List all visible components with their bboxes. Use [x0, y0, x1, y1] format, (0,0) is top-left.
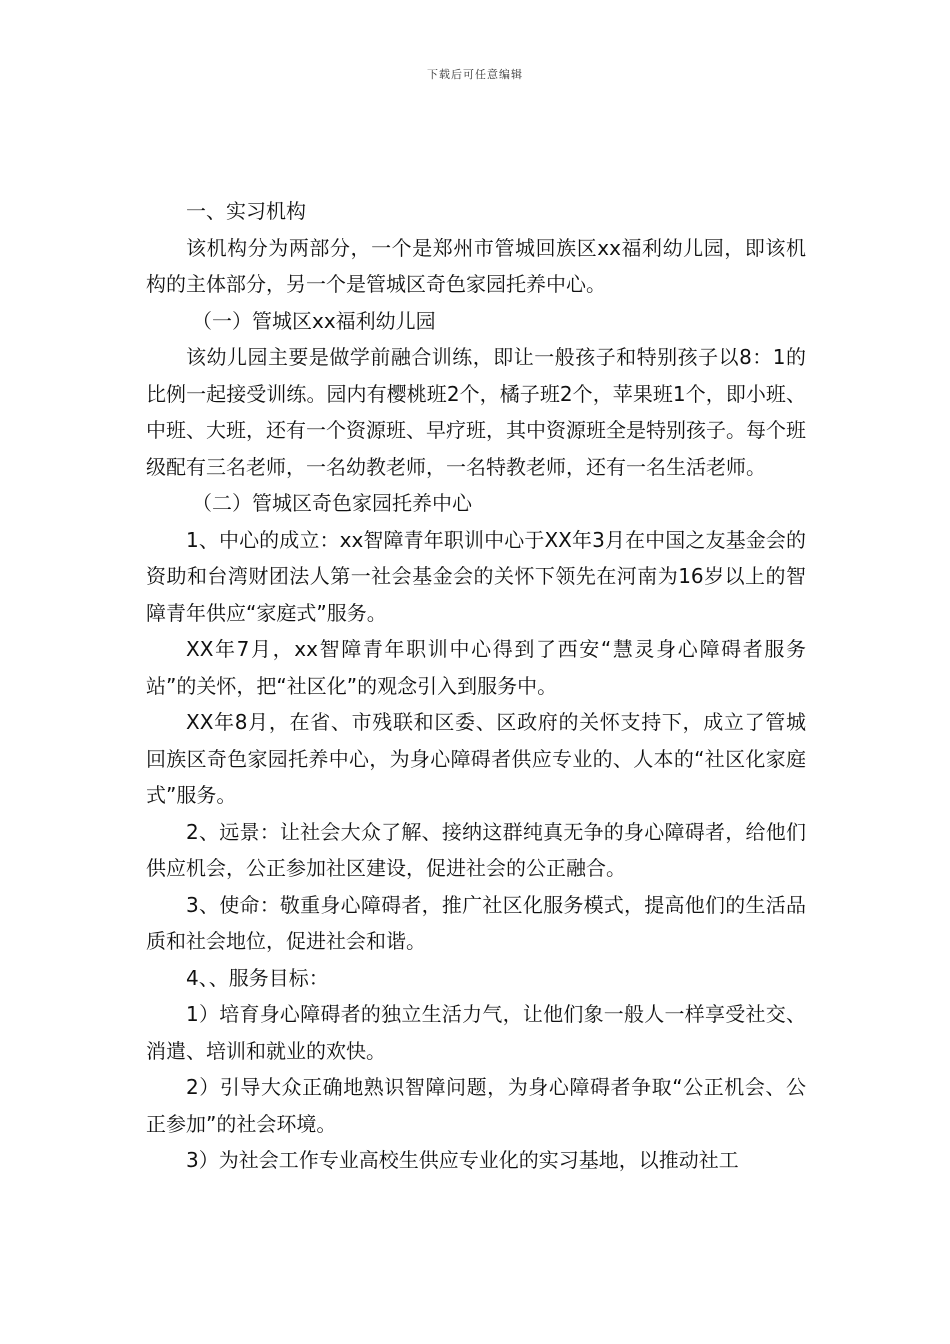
section-heading-institution: 一、实习机构: [186, 199, 306, 223]
subheading-care-center: （二）管城区奇色家园托养中心: [192, 491, 472, 515]
paragraph-goal-1: 1）培育身心障碍者的独立生活力气，让他们象一般人一样享受社交、消遣、培训和就业的欢快。: [146, 1002, 806, 1063]
paragraph-service-goals-heading: 4、、服务目标：: [186, 965, 329, 990]
paragraph-mission: 3、使命：敬重身心障碍者，推广社区化服务模式，提高他们的生活品质和社会地位，促进社会和谐。: [146, 892, 806, 953]
paragraph-goal-3: 3）为社会工作专业高校生供应专业化的实习基地，以推动社工: [186, 1148, 739, 1172]
paragraph-institution-overview: 该机构分为两部分，一个是郑州市管城回族区xx福利幼儿园，即该机构的主体部分，另一个是管城区奇色家园托养中心。: [146, 235, 806, 296]
paragraph-kindergarten-description: 该幼儿园主要是做学前融合训练，即让一般孩子和特别孩子以8：1的比例一起接受训练。园内有樱桃班2个，橘子班2个，苹果班1个，即小班、中班、大班，还有一个资源班、早疗班，其中资源班全是特别孩子。每个班级配有三名老师，一名幼教老师，一名特教老师，还有一名生活老师。: [146, 345, 806, 479]
paragraph-goal-2: 2）引导大众正确地熟识智障问题，为身心障碍者争取“公正机会、公正参加”的社会环境。: [146, 1075, 806, 1136]
paragraph-center-founding: 1、中心的成立：xx智障青年职训中心于XX年3月在中国之友基金会的资助和台湾财团法人第一社会基金会的关怀下领先在河南为16岁以上的智障青年供应“家庭式”服务。: [146, 527, 806, 625]
paragraph-august-event: XX年8月，在省、市残联和区委、区政府的关怀支持下，成立了管城回族区奇色家园托养中心，为身心障碍者供应专业的、人本的“社区化家庭式”服务。: [146, 710, 806, 807]
page-header: 下载后可任意编辑: [427, 68, 523, 81]
paragraph-vision: 2、远景：让社会大众了解、接纳这群纯真无争的身心障碍者，给他们供应机会，公正参加社区建设，促进社会的公正融合。: [146, 819, 806, 880]
subheading-kindergarten: （一）管城区xx福利幼儿园: [192, 308, 436, 333]
paragraph-july-event: XX年7月，xx智障青年职训中心得到了西安“慧灵身心障碍者服务站”的关怀，把“社区化”的观念引入到服务中。: [146, 637, 806, 698]
document-body: [146, 193, 806, 1179]
